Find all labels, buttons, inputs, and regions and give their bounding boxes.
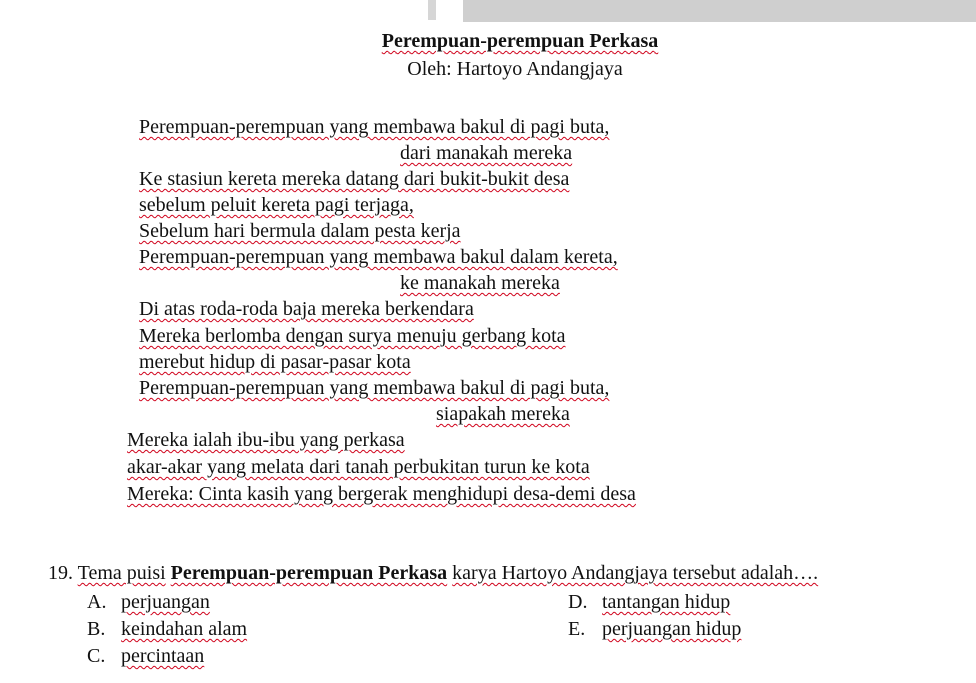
option-e[interactable] [568, 618, 741, 641]
poem-author [0, 58, 976, 81]
option-text: perjuangan hidup [602, 618, 742, 640]
option-letter: D. [568, 591, 588, 613]
poem-line: Perempuan-perempuan yang membawa bakul dalam kereta, [139, 246, 618, 268]
question-19 [48, 562, 818, 585]
option-letter: E. [568, 618, 586, 640]
poem-line: ke manakah mereka [400, 272, 560, 294]
option-d[interactable] [568, 591, 730, 614]
option-text: keindahan alam [121, 618, 248, 640]
option-text: percintaan [121, 645, 205, 667]
poem-line: dari manakah mereka [400, 142, 573, 164]
option-letter: C. [87, 645, 106, 667]
question-number: 19. [48, 562, 73, 584]
option-a[interactable] [87, 591, 210, 614]
poem-line: Sebelum hari bermula dalam pesta kerja [139, 220, 461, 242]
question-bold-title: Perempuan-perempuan Perkasa [170, 562, 448, 584]
poem-title-text: Perempuan-perempuan Perkasa [381, 30, 659, 52]
option-letter: A. [87, 591, 107, 613]
poem-line: merebut hidup di pasar-pasar kota [139, 351, 411, 373]
poem-line: akar-akar yang melata dari tanah perbukitan turun ke kota [127, 456, 590, 478]
question-suffix: karya Hartoyo Andangjaya tersebut adalah…. [452, 562, 819, 584]
poem-line: sebelum peluit kereta pagi terjaga, [139, 194, 414, 216]
poem-line: Ke stasiun kereta mereka datang dari bukit-bukit desa [139, 168, 570, 190]
poem-line: siapakah mereka [436, 403, 570, 425]
poem-line: Perempuan-perempuan yang membawa bakul di pagi buta, [139, 116, 610, 138]
option-text: tantangan hidup [602, 591, 731, 613]
question-prefix: Tema puisi [77, 562, 166, 584]
poem-line: Mereka: Cinta kasih yang bergerak menghidupi desa-demi desa [127, 483, 636, 505]
poem-title [0, 30, 976, 53]
option-b[interactable] [87, 618, 247, 641]
poem-author-text: Oleh: Hartoyo Andangjaya [407, 58, 623, 80]
option-c[interactable] [87, 645, 204, 668]
toolbar-fragment-left [428, 0, 436, 20]
option-letter: B. [87, 618, 106, 640]
poem-line: Perempuan-perempuan yang membawa bakul di pagi buta, [139, 377, 610, 399]
poem-line: Mereka ialah ibu-ibu yang perkasa [127, 429, 405, 451]
toolbar-fragment-right [463, 0, 976, 22]
poem-line: Mereka berlomba dengan surya menuju gerbang kota [139, 325, 566, 347]
option-text: perjuangan [121, 591, 210, 613]
poem-line: Di atas roda-roda baja mereka berkendara [139, 298, 474, 320]
